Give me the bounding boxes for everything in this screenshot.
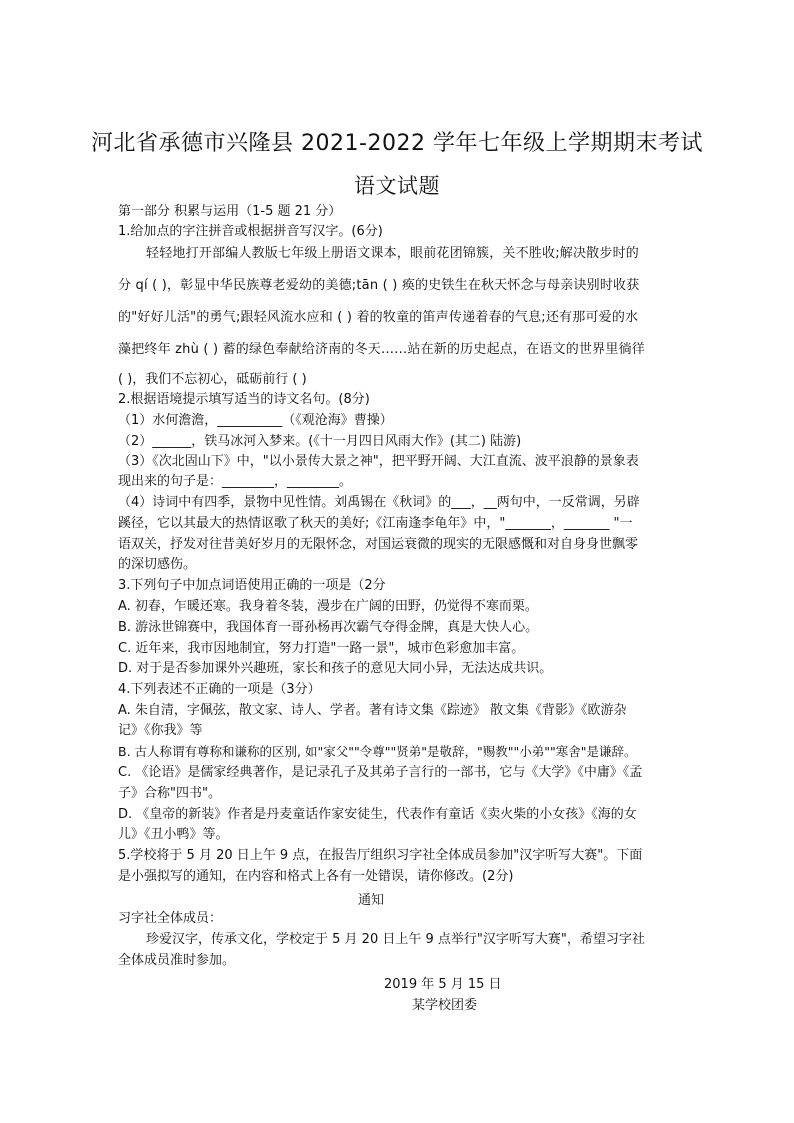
q1-stem: 1.给加点的字注拼音或根据拼音写汉字。(6分) [118, 224, 383, 239]
q1-line: 轻轻地打开部编人教版七年级上册语文课本，眼前花团锦簇，关不胜收;解决散步时的 [146, 246, 639, 261]
q3-option-c: C. 近年来，我市因地制宜，努力打造"一路一景"，城市色彩愈加丰富。 [118, 641, 525, 656]
q5-line: 是小强拟写的通知，在内容和格式上各有一处错误，请你修改。(2分) [118, 869, 514, 884]
exam-subtitle: 语文试题 [354, 174, 440, 198]
q2-line: （3）《次北固山下》中，"以小景传大景之神"，把平野开阔、大江直流、波平浪静的景象表 [118, 454, 639, 469]
notice-body: 全体成员准时参加。 [118, 953, 236, 968]
q1-line: 的"好好儿活"的勇气;跟轻风流水应和 ( ) 着的牧童的笛声传递着春的气息;还有那可爱的水 [118, 310, 639, 325]
q1-line: 藻把终年 zhù ( ) 蓄的绿色奉献给济南的冬天……站在新的历史起点，在语文的世界里徜徉 [118, 342, 645, 357]
q3-option-a: A. 初春，乍暖还寒。我身着冬装，漫步在广阔的田野，仍觉得不寒而栗。 [118, 599, 538, 614]
q2-line: 蹊径，它以其最大的热情讴歌了秋天的美好;《江南逢李龟年》中，"_______，_______ "一 [118, 516, 633, 531]
q3-option-d: D. 对于是否参加课外兴趣班，家长和孩子的意见大同小异，无法达成共识。 [118, 661, 553, 676]
exam-title: 河北省承德市兴隆县 2021-2022 学年七年级上学期期末考试 [91, 131, 703, 156]
q4-line: 儿》《丑小鸭》等。 [118, 827, 229, 842]
q2-stem: 2.根据语境提示填写适当的诗文名句。(8分) [118, 392, 370, 407]
q1-line: 分 qí ( )，彰显中华民族尊老爱幼的美德;tān ( ) 痪的史铁生在秋天怀念与母亲诀别时收获 [118, 278, 640, 293]
q2-line: 语双关，抒发对往昔美好岁月的无限怀念，对国运衰微的现实的无限感慨和对自身身世飘零 [118, 537, 639, 552]
notice-signature: 某学校团委 [412, 998, 478, 1013]
notice-body: 珍爱汉字，传承文化，学校定于 5 月 20 日上午 9 点举行"汉字听写大赛"，希望习字社 [146, 932, 645, 947]
q4-line: 记》《你我》等 [118, 723, 203, 738]
q3-option-b: B. 游泳世锦赛中，我国体育一哥孙杨再次霸气夺得金牌，真是大快人心。 [118, 620, 539, 635]
q4-line: C. 《论语》是儒家经典著作，是记录孔子及其弟子言行的一部书，它与《大学》《中庸》《孟 [118, 765, 643, 780]
q4-stem: 4.下列表述不正确的一项是（3分） [118, 682, 321, 697]
q5-line: 5.学校将于 5 月 20 日上午 9 点，在报告厅组织习字社全体成员参加"汉字听写大赛"。下面 [118, 848, 643, 863]
q2-line: 现出来的句子是：________，________。 [118, 474, 353, 489]
q2-line: （1）水何澹澹，__________（《观沧海》曹操） [118, 413, 393, 428]
q1-line: ( )，我们不忘初心，砥砺前行 ( ) [118, 372, 307, 387]
q2-line: （2）______，铁马冰河入梦来。(《十一月四日风雨大作》(其二) 陆游) [118, 434, 522, 449]
q4-line: A. 朱自清，字佩弦，散文家、诗人、学者。著有诗文集《踪迹》 散文集《背影》《欧游杂 [118, 703, 627, 718]
part1-heading: 第一部分 积累与运用（1-5 题 21 分） [118, 204, 342, 219]
q4-line: B. 古人称谓有尊称和谦称的区别, 如"家父""令尊""贤弟"是敬辞，"赐教""小弟""寒舍"是谦辞。 [118, 744, 637, 759]
q4-line: 子》合称"四书"。 [118, 786, 221, 801]
notice-date: 2019 年 5 月 15 日 [384, 977, 502, 992]
q2-line: 的深切感伤。 [118, 557, 197, 572]
q4-line: D. 《皇帝的新装》作者是丹麦童话作家安徒生，代表作有童话《卖火柴的小女孩》《海的女 [118, 807, 637, 822]
notice-title: 通知 [358, 893, 385, 908]
q2-line: （4）诗词中有四季，景物中见性情。刘禹锡在《秋词》的___，__两句中，一反常调，另辟 [118, 495, 640, 510]
q3-stem: 3.下列句子中加点词语使用正确的一项是（2分 [118, 578, 386, 593]
notice-salutation: 习字社全体成员： [118, 911, 223, 926]
